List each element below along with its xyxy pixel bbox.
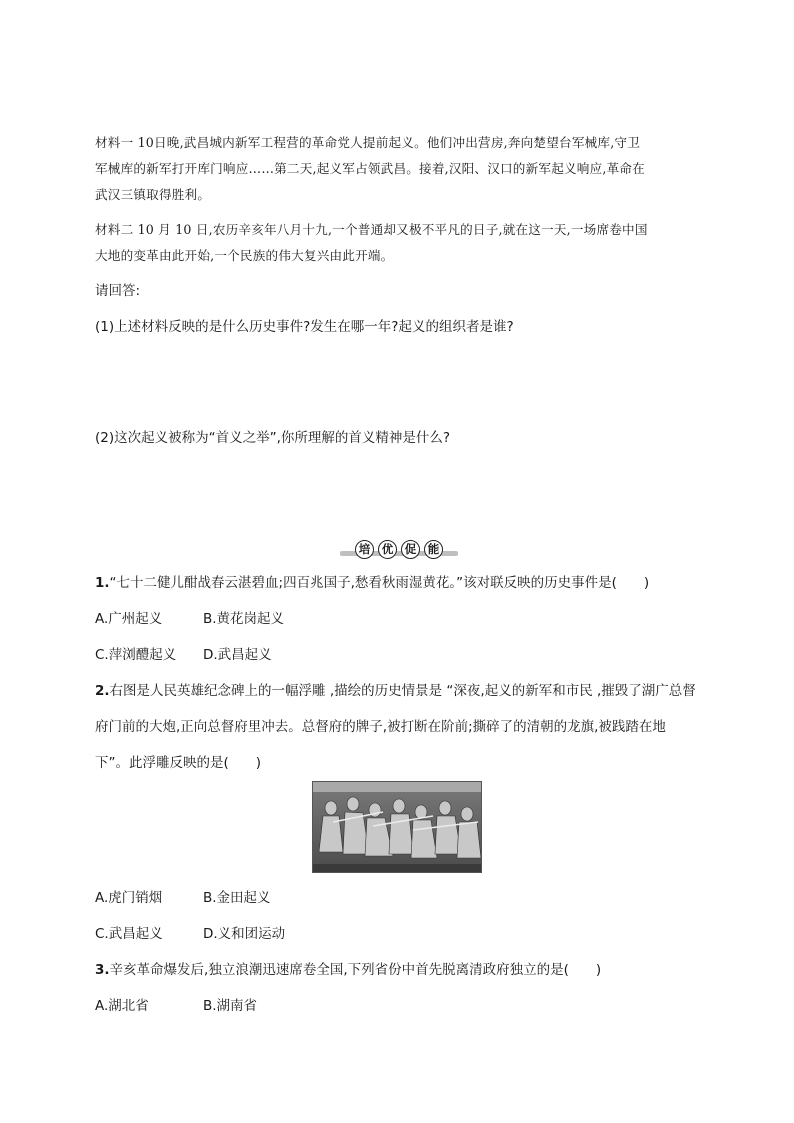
option-d[interactable]: D.武昌起义 bbox=[203, 647, 272, 663]
question-2-text-1: 右图是人民英雄纪念碑上的一幅浮雕 ,描绘的历史情景是 “深夜,起义的新军和市民 ,摧毁了湖广总督 bbox=[109, 683, 696, 699]
option-c[interactable]: C.武昌起义 bbox=[95, 926, 163, 942]
question-3-text: 辛亥革命爆发后,独立浪潮迅速席卷全国,下列省份中首先脱离清政府独立的是( ) bbox=[109, 962, 602, 978]
material-one-line-3: 武汉三镇取得胜利。 bbox=[95, 187, 211, 202]
banner-char-2: 优 bbox=[378, 540, 397, 559]
question-3-stem bbox=[95, 961, 601, 979]
question-2-stem-line-3: 下”。此浮雕反映的是( ) bbox=[95, 755, 262, 771]
question-1-options-row-1 bbox=[95, 610, 284, 628]
question-3-number: 3. bbox=[95, 962, 110, 978]
section-banner bbox=[340, 539, 458, 559]
banner-char-4: 能 bbox=[424, 540, 443, 559]
sub-question-1: (1)上述材料反映的是什么历史事件?发生在哪一年?起义的组织者是谁? bbox=[95, 319, 514, 335]
material-two-line-1: 材料二 10 月 10 日,农历辛亥年八月十九,一个普通却又极不平凡的日子,就在这一天,一场席卷中国 bbox=[95, 222, 648, 237]
material-one-line-1: 材料一 10日晚,武昌城内新军工程营的革命党人提前起义。他们冲出营房,奔向楚望台军械库,守卫 bbox=[95, 135, 640, 150]
option-b[interactable]: B.金田起义 bbox=[203, 890, 271, 906]
material-two-line-2: 大地的变革由此开始,一个民族的伟大复兴由此开端。 bbox=[95, 248, 394, 263]
material-one-line-2: 军械库的新军打开库门响应……第二天,起义军占领武昌。接着,汉阳、汉口的新军起义响应,革命在 bbox=[95, 161, 645, 176]
question-2-stem-line-2: 府门前的大炮,正向总督府里冲去。总督府的牌子,被打断在阶前;撕碎了的清朝的龙旗,被践踏在地 bbox=[95, 719, 666, 735]
question-2-options-row-2 bbox=[95, 925, 285, 943]
option-a[interactable]: A.虎门销烟 bbox=[95, 890, 163, 906]
option-d[interactable]: D.义和团运动 bbox=[203, 926, 286, 942]
question-3-options-row-1 bbox=[95, 997, 257, 1015]
relief-illustration bbox=[313, 782, 482, 873]
option-a[interactable]: A.湖北省 bbox=[95, 998, 149, 1014]
question-1-text: “七十二健儿酣战春云湛碧血;四百兆国子,愁看秋雨湿黄花。”该对联反映的历史事件是( ) bbox=[109, 575, 650, 591]
question-1-stem bbox=[95, 574, 649, 592]
answer-prompt: 请回答: bbox=[95, 283, 141, 299]
relief-sculpture-image bbox=[312, 781, 482, 873]
option-c[interactable]: C.萍浏醴起义 bbox=[95, 647, 177, 663]
banner-char-3: 促 bbox=[401, 540, 420, 559]
option-b[interactable]: B.黄花岗起义 bbox=[203, 611, 285, 627]
question-2-options-row-1 bbox=[95, 889, 271, 907]
question-2-number: 2. bbox=[95, 683, 110, 699]
option-b[interactable]: B.湖南省 bbox=[203, 998, 258, 1014]
question-1-number: 1. bbox=[95, 575, 110, 591]
question-2-stem-line-1 bbox=[95, 682, 696, 700]
sub-question-2: (2)这次起义被称为“首义之举”,你所理解的首义精神是什么? bbox=[95, 430, 451, 446]
option-a[interactable]: A.广州起义 bbox=[95, 611, 163, 627]
banner-char-1: 培 bbox=[355, 540, 374, 559]
question-1-options-row-2 bbox=[95, 646, 272, 664]
